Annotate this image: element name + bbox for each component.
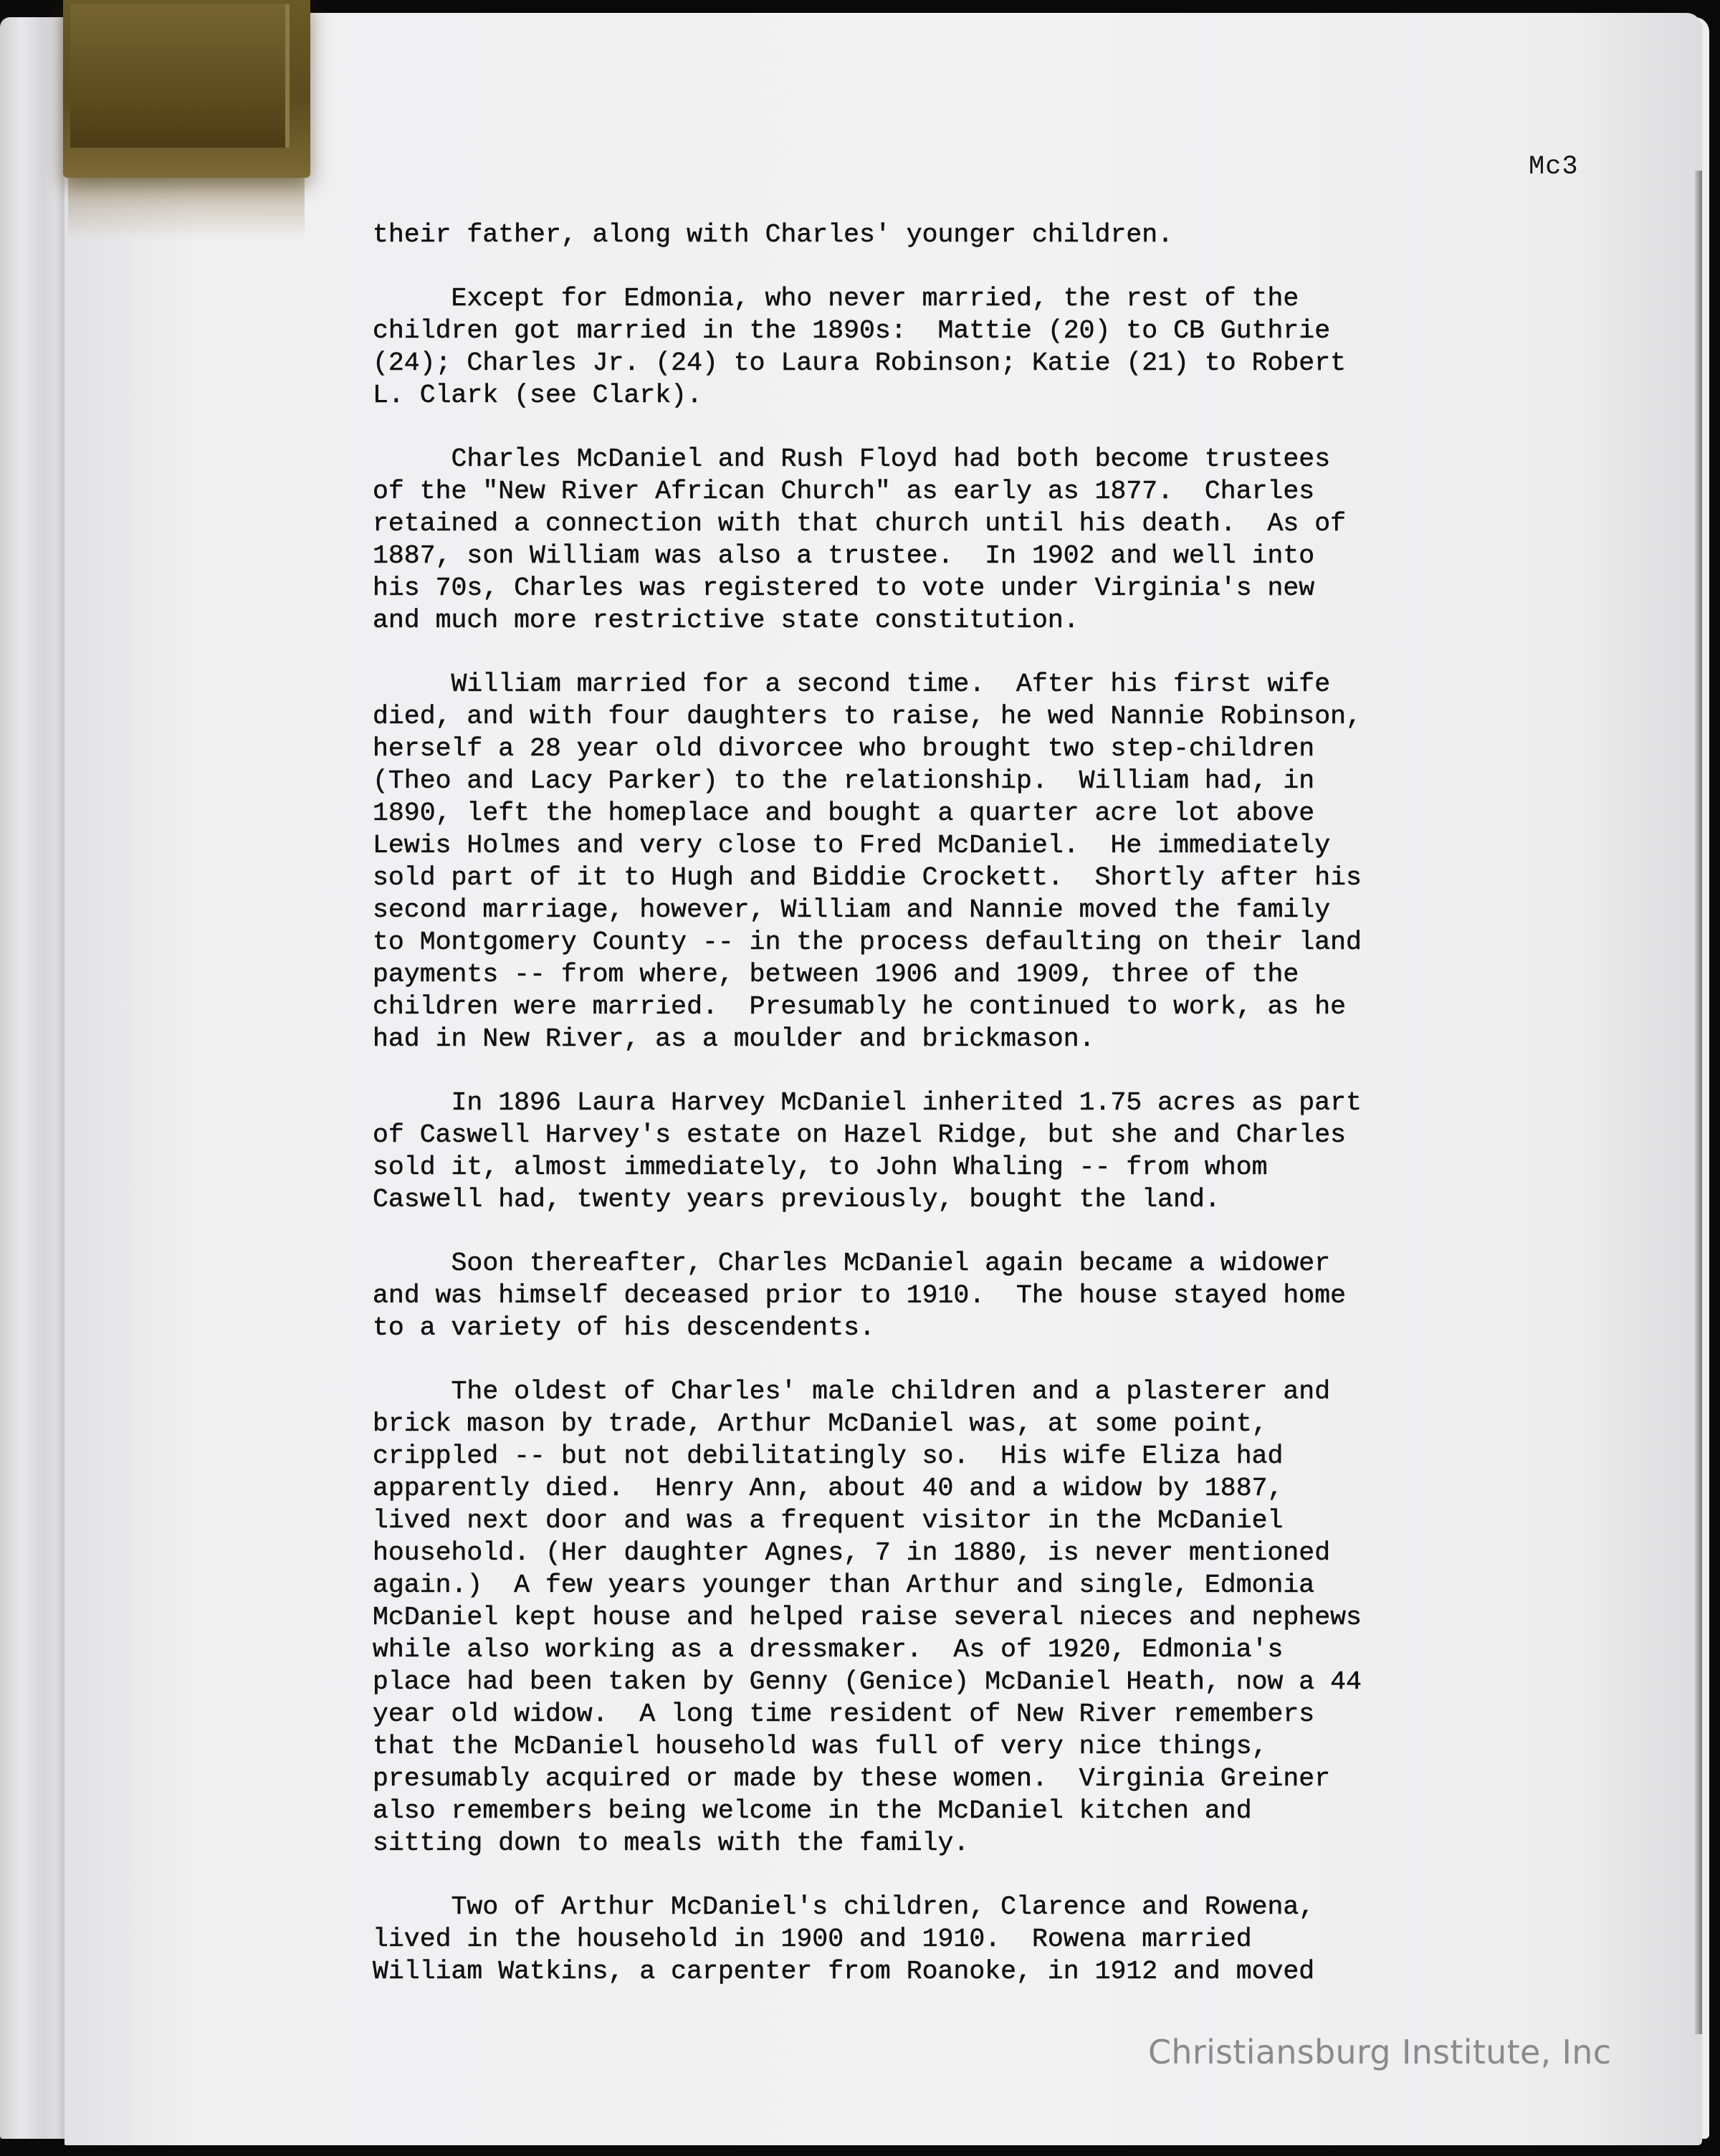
text-line: Caswell had, twenty years previously, bought the land. — [373, 1185, 1220, 1214]
text-line: and was himself deceased prior to 1910. The house stayed home — [373, 1281, 1347, 1310]
text-line: brick mason by trade, Arthur McDaniel was, at some point, — [373, 1409, 1268, 1439]
paragraph — [373, 219, 1634, 251]
watermark-text: Christiansburg Institute, Inc — [1148, 2033, 1612, 2071]
text-line: of the "New River African Church" as early as 1877. Charles — [373, 477, 1315, 506]
text-line: of Caswell Harvey's estate on Hazel Ridge, but she and Charles — [373, 1120, 1347, 1150]
text-line: William married for a second time. After his first wife — [373, 669, 1331, 699]
text-line: their father, along with Charles' younger children. — [373, 220, 1174, 249]
paragraph — [373, 1247, 1634, 1344]
text-line: sold part of it to Hugh and Biddie Crockett. Shortly after his — [373, 863, 1362, 892]
text-line: sold it, almost immediately, to John Whaling -- from whom — [373, 1153, 1268, 1182]
text-line: herself a 28 year old divorcee who brought two step-children — [373, 734, 1315, 763]
text-line: 1887, son William was also a trustee. In 1902 and well into — [373, 541, 1315, 571]
page-number: Mc3 — [1529, 152, 1579, 182]
text-line: In 1896 Laura Harvey McDaniel inherited 1.75 acres as part — [373, 1088, 1362, 1117]
text-line: household. (Her daughter Agnes, 7 in 1880, is never mentioned — [373, 1538, 1331, 1568]
text-line: lived next door and was a frequent visitor in the McDaniel — [373, 1506, 1284, 1535]
text-line: Lewis Holmes and very close to Fred McDaniel. He immediately — [373, 831, 1331, 860]
text-line: and much more restrictive state constitution. — [373, 606, 1079, 635]
text-line: also remembers being welcome in the McDaniel kitchen and — [373, 1796, 1252, 1826]
body-text — [373, 219, 1634, 2019]
text-line: second marriage, however, William and Nannie moved the family — [373, 895, 1331, 925]
page-edge — [1695, 171, 1702, 2034]
text-line: (Theo and Lacy Parker) to the relationship. William had, in — [373, 766, 1315, 796]
text-line: again.) A few years younger than Arthur and single, Edmonia — [373, 1570, 1315, 1600]
text-line: children were married. Presumably he continued to work, as he — [373, 992, 1347, 1021]
text-line: McDaniel kept house and helped raise several nieces and nephews — [373, 1603, 1362, 1632]
text-line: William Watkins, a carpenter from Roanoke, in 1912 and moved — [373, 1957, 1315, 1986]
text-line: while also working as a dressmaker. As of 1920, Edmonia's — [373, 1635, 1284, 1664]
text-line: Soon thereafter, Charles McDaniel again became a widower — [373, 1249, 1331, 1278]
text-line: to Montgomery County -- in the process defaulting on their land — [373, 927, 1362, 957]
text-line: Two of Arthur McDaniel's children, Clarence and Rowena, — [373, 1892, 1315, 1922]
text-line: Charles McDaniel and Rush Floyd had both become trustees — [373, 444, 1331, 474]
paragraph — [373, 1375, 1634, 1859]
text-line: place had been taken by Genny (Genice) McDaniel Heath, now a 44 — [373, 1667, 1362, 1697]
text-line: to a variety of his descendents. — [373, 1313, 875, 1342]
text-line: sitting down to meals with the family. — [373, 1828, 970, 1858]
text-line: (24); Charles Jr. (24) to Laura Robinson; Katie (21) to Robert — [373, 348, 1347, 378]
text-line: retained a connection with that church until his death. As of — [373, 509, 1347, 538]
paragraph — [373, 1891, 1634, 1988]
binder-clip — [63, 0, 310, 178]
text-line: lived in the household in 1900 and 1910. Rowena married — [373, 1924, 1252, 1954]
paragraph — [373, 282, 1634, 411]
paragraph — [373, 1087, 1634, 1216]
text-line: 1890, left the homeplace and bought a quarter acre lot above — [373, 798, 1315, 828]
text-line: presumably acquired or made by these women. Virginia Greiner — [373, 1764, 1331, 1793]
text-line: year old widow. A long time resident of New River remembers — [373, 1699, 1315, 1729]
text-line: The oldest of Charles' male children and a plasterer and — [373, 1377, 1331, 1406]
text-line: crippled -- but not debilitatingly so. His wife Eliza had — [373, 1441, 1284, 1471]
text-line: Except for Edmonia, who never married, the rest of the — [373, 284, 1299, 313]
text-line: his 70s, Charles was registered to vote under Virginia's new — [373, 573, 1315, 603]
paragraph — [373, 668, 1634, 1055]
text-line: L. Clark (see Clark). — [373, 381, 702, 410]
binder-clip-face — [70, 4, 290, 148]
text-line: children got married in the 1890s: Mattie (20) to CB Guthrie — [373, 316, 1331, 345]
text-line: payments -- from where, between 1906 and 1909, three of the — [373, 960, 1299, 989]
text-line: that the McDaniel household was full of very nice things, — [373, 1732, 1268, 1761]
text-line: died, and with four daughters to raise, he wed Nannie Robinson, — [373, 702, 1362, 731]
paragraph — [373, 443, 1634, 636]
clip-shadow — [68, 172, 305, 240]
text-line: apparently died. Henry Ann, about 40 and a widow by 1887, — [373, 1474, 1284, 1503]
text-line: had in New River, as a moulder and brickmason. — [373, 1024, 1095, 1054]
